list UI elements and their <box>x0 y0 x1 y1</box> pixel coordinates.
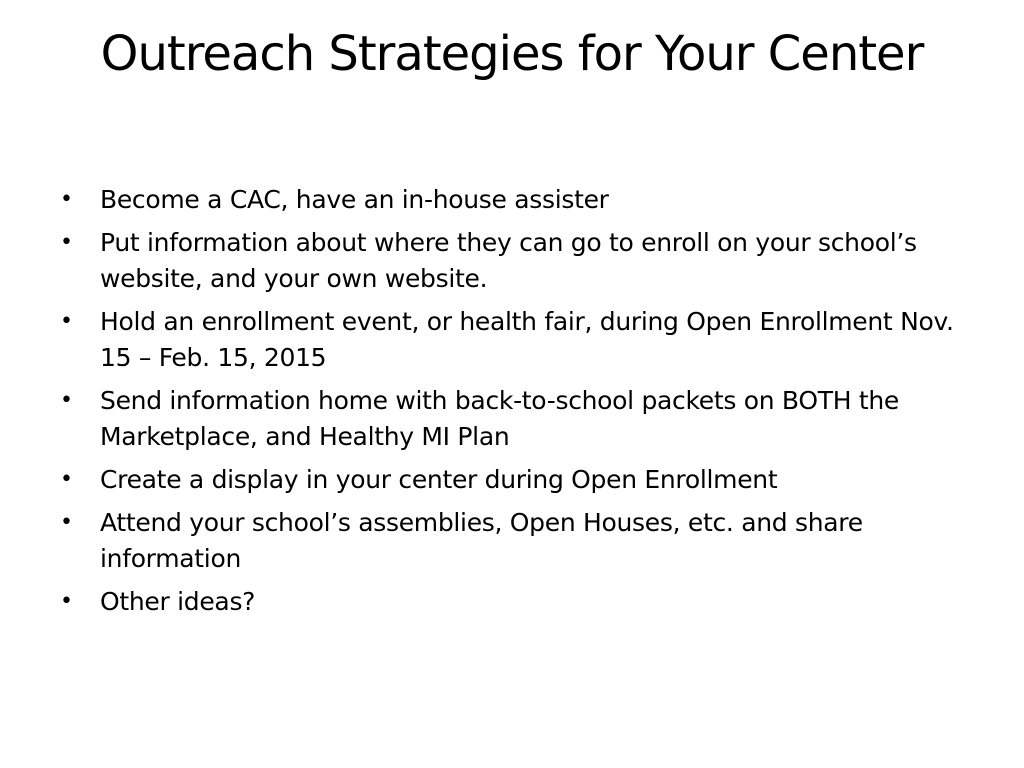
bullet-text: Other ideas? <box>100 587 256 616</box>
bullet-text: Become a CAC, have an in-house assister <box>100 185 609 214</box>
bullet-icon: • <box>60 187 73 212</box>
bullet-icon: • <box>60 230 73 255</box>
bullet-text: Attend your school’s assemblies, Open Houses, etc. and share information <box>100 508 863 573</box>
bullet-icon: • <box>60 388 73 413</box>
bullet-text: Hold an enrollment event, or health fair, during Open Enrollment Nov. 15 – Feb. 15, 2015 <box>100 307 954 372</box>
list-item <box>56 304 976 376</box>
list-item <box>56 383 976 455</box>
list-item <box>56 182 976 218</box>
bullet-icon: • <box>60 467 73 492</box>
bullet-icon: • <box>60 589 73 614</box>
bullet-text: Create a display in your center during Open Enrollment <box>100 465 778 494</box>
list-item <box>56 505 976 577</box>
bullet-list <box>56 182 976 627</box>
bullet-text: Put information about where they can go to enroll on your school’s website, and your own website. <box>100 228 917 293</box>
bullet-icon: • <box>60 309 73 334</box>
list-item <box>56 584 976 620</box>
bullet-icon: • <box>60 510 73 535</box>
slide-title: Outreach Strategies for Your Center <box>100 26 924 82</box>
list-item <box>56 462 976 498</box>
bullet-text: Send information home with back-to-school packets on BOTH the Marketplace, and Healthy MI Plan <box>100 386 899 451</box>
list-item <box>56 225 976 297</box>
